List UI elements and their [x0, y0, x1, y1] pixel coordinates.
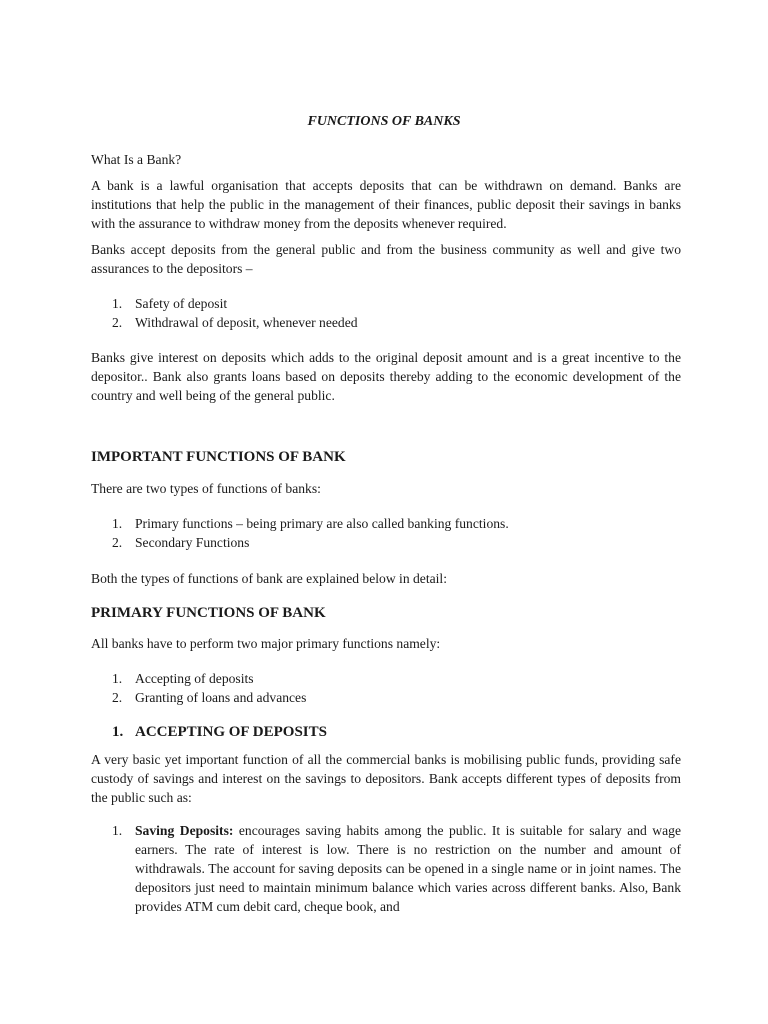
- primary-functions-heading: PRIMARY FUNCTIONS OF BANK: [91, 605, 326, 621]
- function-types-list: [91, 514, 681, 552]
- accepting-deposits-heading: [91, 723, 681, 742]
- list-item-number: 1.: [112, 823, 123, 838]
- list-item-text: Primary functions – being primary are also called banking functions.: [135, 516, 509, 531]
- list-item: [91, 294, 681, 313]
- list-item: [91, 313, 681, 332]
- list-item-number: 2.: [112, 535, 123, 550]
- list-item-number: 2.: [112, 315, 123, 330]
- list-item: [91, 688, 681, 707]
- section-number: 1.: [112, 724, 124, 740]
- list-item-text: Withdrawal of deposit, whenever needed: [135, 315, 358, 330]
- list-item: [91, 514, 681, 533]
- primary-functions-list: [91, 669, 681, 707]
- document-title: FUNCTIONS OF BANKS: [307, 114, 461, 129]
- function-types-summary: Both the types of functions of bank are explained below in detail:: [91, 571, 447, 586]
- deposit-types-list: [91, 821, 681, 916]
- assurances-list: [91, 294, 681, 332]
- important-functions-heading: IMPORTANT FUNCTIONS OF BANK: [91, 449, 346, 465]
- list-item-text: Safety of deposit: [135, 296, 228, 311]
- list-item-number: 2.: [112, 690, 123, 705]
- deposit-type-label: Saving Deposits:: [135, 823, 234, 838]
- list-item-number: 1.: [112, 671, 123, 686]
- important-functions-paragraph: There are two types of functions of banks:: [91, 481, 321, 496]
- list-item: [91, 821, 681, 916]
- list-item-text: Accepting of deposits: [135, 671, 254, 686]
- list-item-number: 1.: [112, 516, 123, 531]
- intro-question: What Is a Bank?: [91, 152, 182, 167]
- intro-paragraph-3: Banks give interest on deposits which adds to the original deposit amount and is a great incentive to the depositor.. Bank also grants loans based on deposits thereby adding to the economic development of the country and well being of the general public.: [91, 350, 681, 403]
- list-item: [91, 533, 681, 552]
- list-item: [91, 669, 681, 688]
- list-item-text: Secondary Functions: [135, 535, 250, 550]
- intro-paragraph-1: A bank is a lawful organisation that accepts deposits that can be withdrawn on demand. Banks are institutions that help the public in the management of their finances, public deposit their savings in banks with the assurance to withdraw money from the deposits whenever required.: [91, 178, 681, 231]
- intro-paragraph-2: Banks accept deposits from the general public and from the business community as well and give two assurances to the depositors –: [91, 242, 681, 276]
- list-item-number: 1.: [112, 296, 123, 311]
- deposit-type-description: encourages saving habits among the public. It is suitable for salary and wage earners. The rate of interest is low. There is no restriction on the number and amount of withdrawals. The account for saving deposits can be opened in a single name or in joint names. The depositors just need to maintain minimum balance which varies across different banks. Also, Bank provides ATM cum debit card, cheque book, and: [135, 823, 681, 914]
- primary-functions-paragraph: All banks have to perform two major primary functions namely:: [91, 636, 441, 651]
- section-title: ACCEPTING OF DEPOSITS: [135, 724, 327, 740]
- list-item-text: Granting of loans and advances: [135, 690, 307, 705]
- accepting-deposits-paragraph: A very basic yet important function of all the commercial banks is mobilising public funds, providing safe custody of savings and interest on the savings to depositors. Bank accepts different types of deposits from the public such as:: [91, 752, 681, 805]
